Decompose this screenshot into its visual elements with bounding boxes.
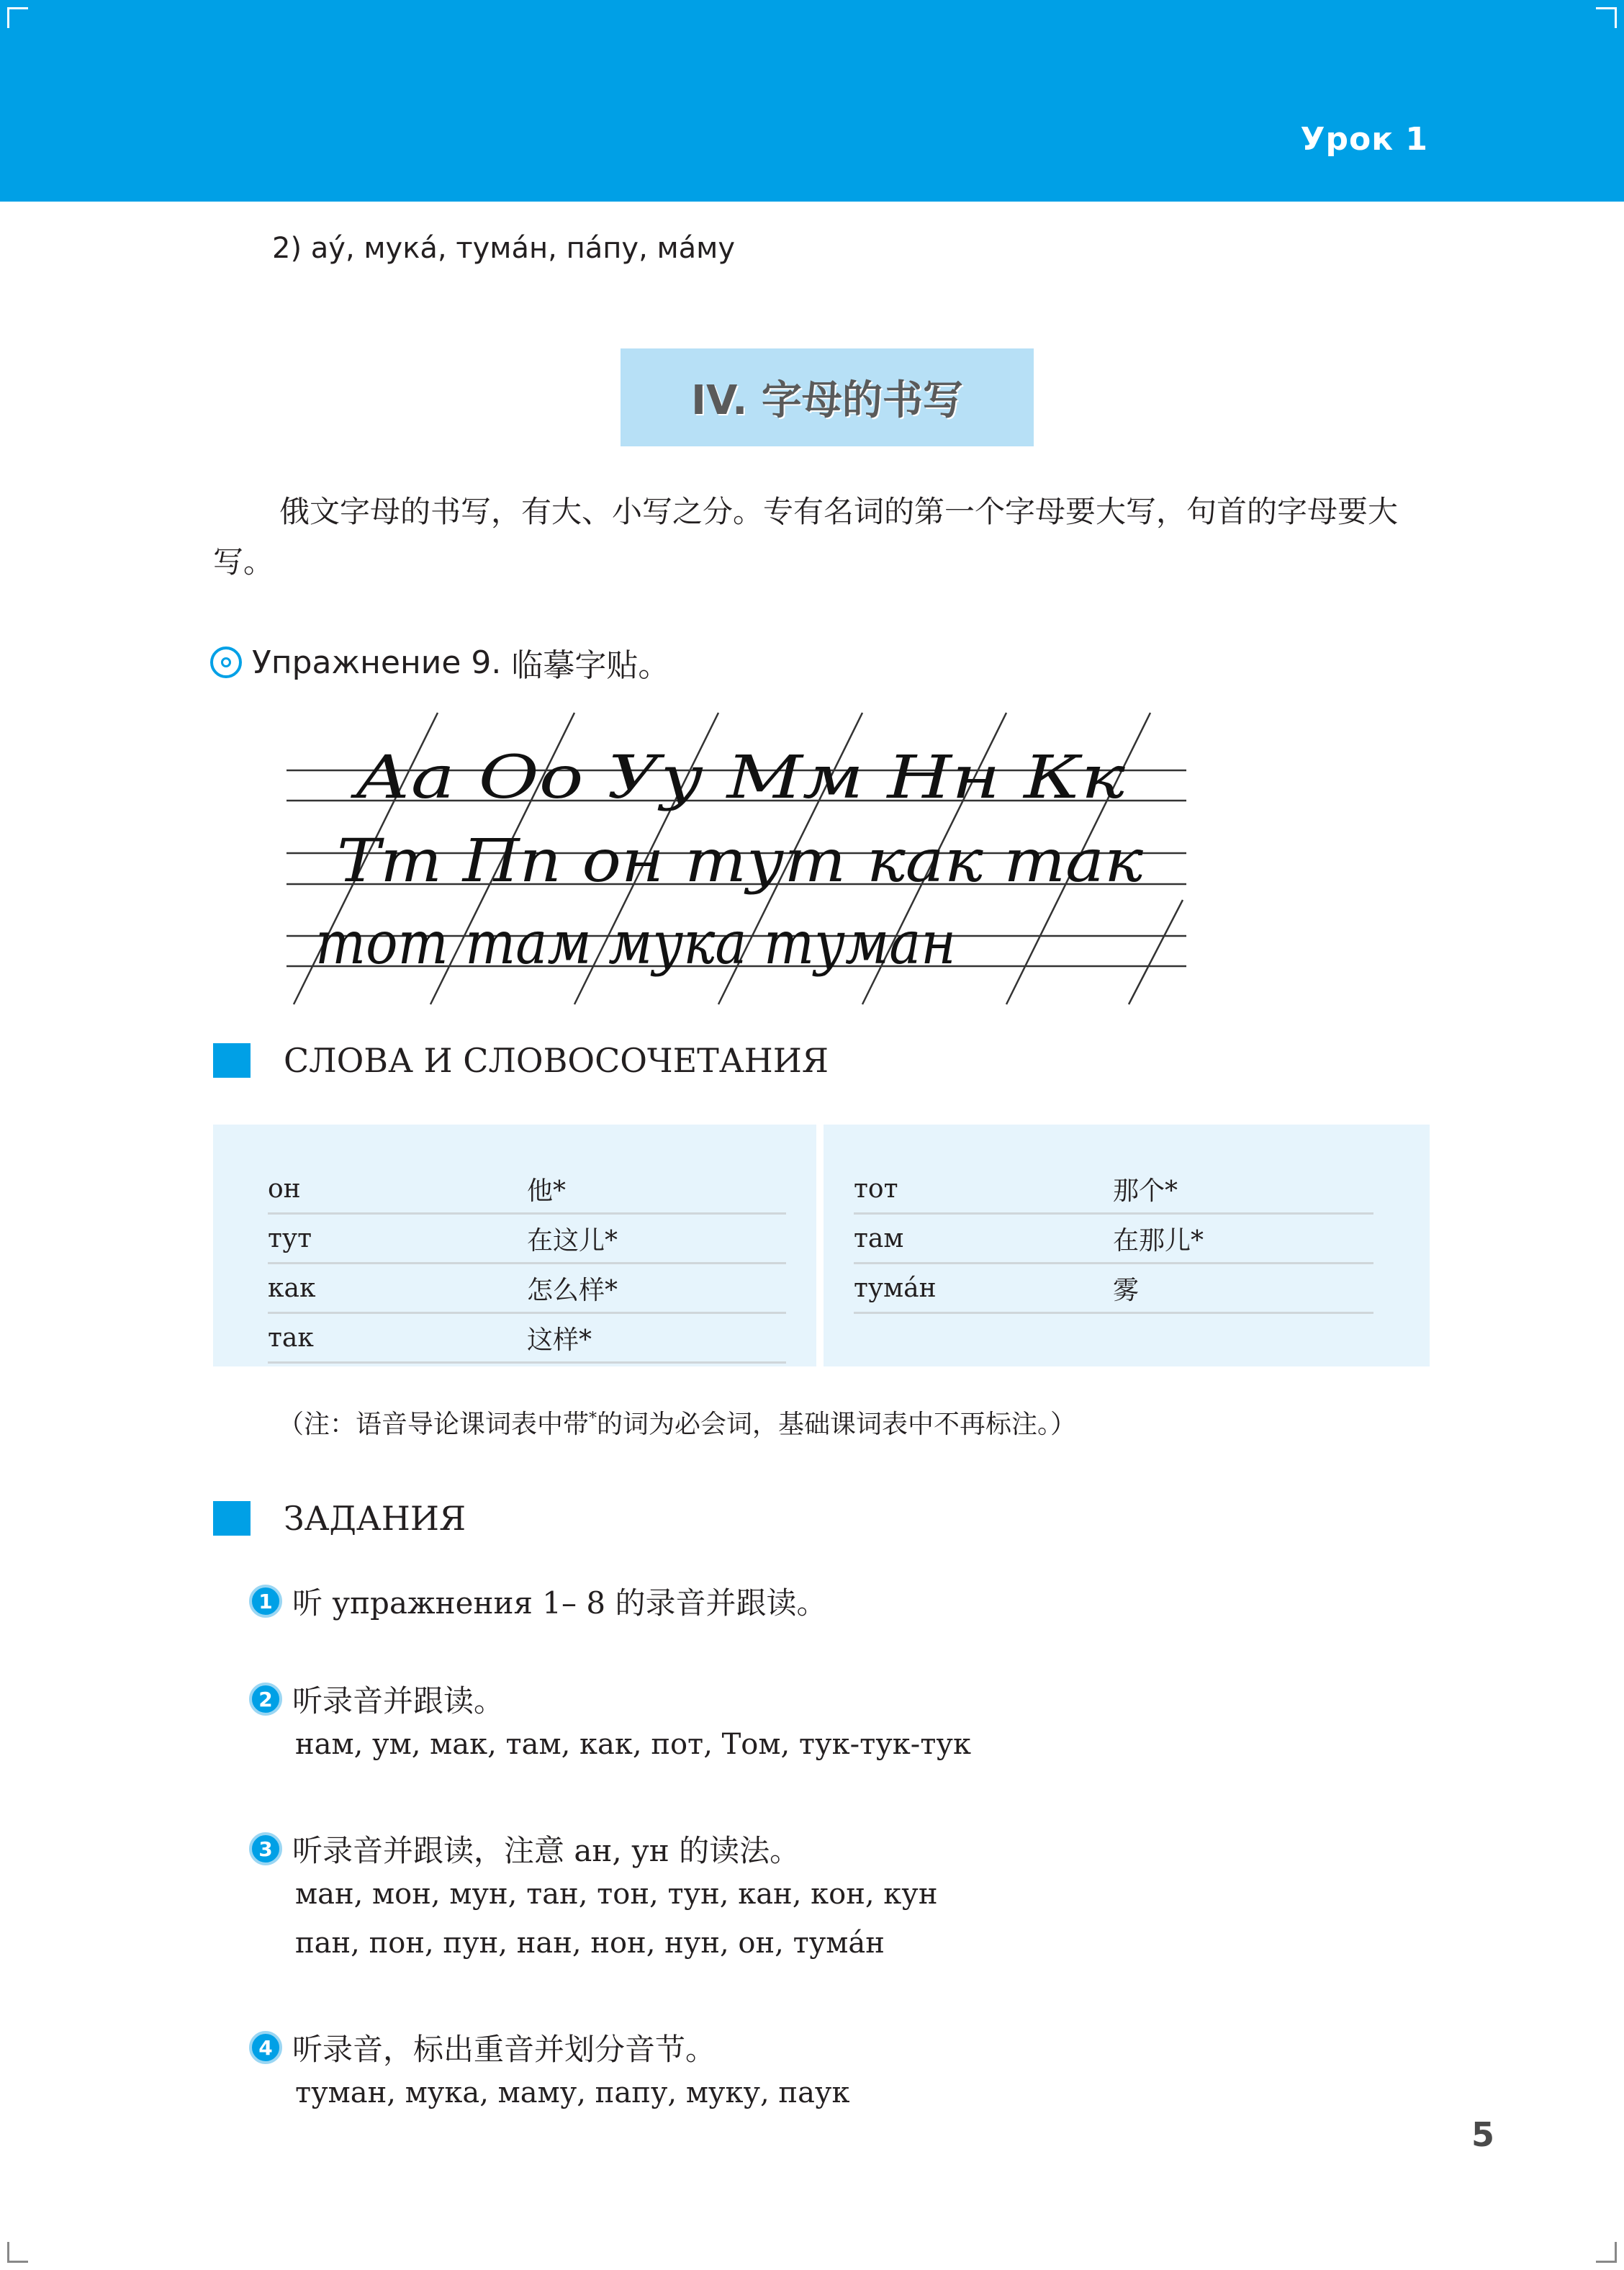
task-1 xyxy=(249,1580,826,1623)
task-instruction: 听 упражнения 1– 8 的录音并跟读。 xyxy=(292,1585,827,1621)
copybook-line-2: Тт Пп он тут как так xyxy=(337,827,1144,896)
vocabulary-heading xyxy=(213,1041,829,1080)
copybook xyxy=(287,706,1194,1008)
tasks-heading-text: ЗАДАНИЯ xyxy=(284,1499,466,1538)
task-number-badge: 2 xyxy=(249,1683,282,1716)
intro-paragraph: 俄文字母的书写，有大、小写之分。专有名词的第一个字母要大写，句首的字母要大写。 xyxy=(213,494,1399,580)
vocab-chinese: 他* xyxy=(527,1176,567,1206)
crop-mark xyxy=(1596,7,1617,28)
task-4-line: туман, мука, маму, папу, муку, паук xyxy=(295,2076,850,2109)
vocab-chinese: 在那儿* xyxy=(1113,1225,1204,1256)
note-text-after: 的词为必会词，基础课词表中不再标注。） xyxy=(597,1410,1077,1439)
vocab-russian: он xyxy=(268,1174,301,1204)
note-text-before: （注：语音导论课词表中带 xyxy=(278,1410,590,1439)
vocab-russian: тума́н xyxy=(854,1273,937,1303)
exercise-text: 临摹字贴。 xyxy=(511,647,670,684)
task-number-badge: 4 xyxy=(249,2031,282,2064)
drill-line: 2) ау́, мука́, тума́н, па́пу, ма́му xyxy=(272,232,736,265)
vocab-russian: тот xyxy=(854,1174,898,1204)
vocab-chinese: 这样* xyxy=(527,1325,592,1355)
crop-mark xyxy=(7,2242,28,2263)
vocab-russian: тут xyxy=(268,1223,312,1253)
vocab-chinese: 那个* xyxy=(1113,1176,1178,1206)
vocab-row xyxy=(854,1165,1373,1215)
task-3 xyxy=(249,1827,800,1870)
vocabulary-panel-left xyxy=(213,1125,816,1366)
lesson-label: Урок 1 xyxy=(1300,121,1428,158)
task-instruction: 听录音，标出重音并划分音节。 xyxy=(292,2032,716,2067)
section-heading-text: IV. 字母的书写 xyxy=(691,377,963,424)
crop-mark xyxy=(7,7,28,28)
vocab-row xyxy=(268,1264,786,1314)
vocabulary-panel-right xyxy=(824,1125,1430,1366)
task-3-line-2: пан, пон, пун, нан, нон, нун, он, тума́н xyxy=(295,1927,885,1960)
vocab-chinese: 怎么样* xyxy=(527,1275,618,1305)
vocab-russian: так xyxy=(268,1323,314,1353)
vocab-row xyxy=(268,1314,786,1364)
vocab-row xyxy=(268,1165,786,1215)
page-number: 5 xyxy=(1471,2115,1494,2154)
task-number-badge: 3 xyxy=(249,1832,282,1865)
task-4 xyxy=(249,2026,716,2069)
crop-mark xyxy=(1596,2242,1617,2263)
vocab-russian: как xyxy=(268,1273,316,1303)
vocab-row xyxy=(854,1215,1373,1264)
vocab-russian: там xyxy=(854,1223,904,1253)
exercise-9 xyxy=(210,639,669,685)
copybook-line-1: Аа Оо Уу Мм Нн Кк xyxy=(350,744,1126,812)
exercise-label: Упражнение 9. xyxy=(252,644,502,681)
copybook-line-3: тот там мука туман xyxy=(315,909,956,978)
tasks-heading xyxy=(213,1499,466,1538)
vocab-chinese: 在这儿* xyxy=(527,1225,618,1256)
task-instruction: 听录音并跟读，注意 ан, ун 的读法。 xyxy=(292,1833,800,1868)
task-3-line-1: ман, мон, мун, тан, тон, тун, кан, кон, кун xyxy=(295,1878,938,1911)
section-heading xyxy=(621,348,1034,446)
task-2-line: нам, ум, мак, там, как, пот, Том, тук-тук-тук xyxy=(295,1728,971,1761)
task-2 xyxy=(249,1677,504,1721)
vocabulary-heading-text: СЛОВА И СЛОВОСОЧЕТАНИЯ xyxy=(284,1041,829,1080)
note-star: * xyxy=(589,1410,597,1428)
task-number-badge: 1 xyxy=(249,1585,282,1618)
vocabulary-note xyxy=(278,1404,1076,1441)
vocab-row xyxy=(854,1264,1373,1314)
vocab-chinese: 雾 xyxy=(1113,1275,1140,1305)
task-instruction: 听录音并跟读。 xyxy=(292,1683,505,1719)
audio-disc-icon[interactable] xyxy=(210,647,242,678)
header-band xyxy=(0,0,1624,202)
square-bullet-icon xyxy=(213,1501,251,1536)
vocab-row xyxy=(268,1215,786,1264)
square-bullet-icon xyxy=(213,1043,251,1078)
